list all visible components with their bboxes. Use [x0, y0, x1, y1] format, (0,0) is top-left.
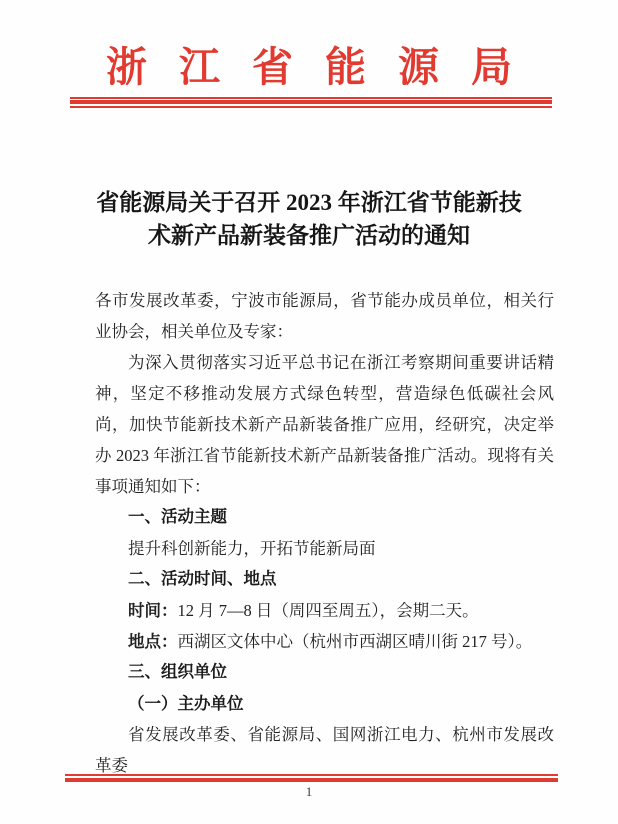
event-place-line: [95, 626, 554, 657]
place-label: 地点：: [128, 631, 178, 651]
section-3-heading: 三、组织单位: [128, 662, 227, 681]
document-body: [95, 285, 554, 781]
time-label: 时间：: [128, 600, 178, 620]
divider-thin-line-bottom: [70, 106, 552, 108]
letterhead: [0, 0, 618, 108]
salutation: 各市发展改革委，宁波市能源局，省节能办成员单位，相关行业协会，相关单位及专家：: [95, 290, 554, 341]
section-1-heading: 一、活动主题: [128, 507, 227, 526]
sub-heading-host-units: （一）主办单位: [128, 693, 244, 713]
organizers-paragraph: 省发展改革委、省能源局、国网浙江电力、杭州市发展改革委: [95, 724, 554, 775]
document-title: [40, 186, 578, 252]
page-number: 1: [305, 784, 313, 799]
letterhead-agency-name: 浙江省能源局: [106, 44, 544, 90]
document-title-line-1: 省能源局关于召开 2023 年浙江省节能新技: [96, 189, 522, 215]
place-value: 西湖区文体中心（杭州市西湖区晴川街 217 号）。: [177, 631, 533, 651]
letterhead-divider: [70, 97, 552, 108]
event-time-line: [95, 595, 554, 626]
document-title-line-2: 术新产品新装备推广活动的通知: [148, 222, 470, 248]
time-value: 12 月 7—8 日（周四至周五），会期二天。: [177, 600, 479, 620]
section-1-text: 提升科创新能力，开拓节能新局面: [128, 538, 376, 558]
footer-divider: [65, 774, 558, 782]
section-2-heading: 二、活动时间、地点: [128, 569, 277, 588]
footer-thick-line: [65, 778, 558, 782]
intro-paragraph: 为深入贯彻落实习近平总书记在浙江考察期间重要讲话精神，坚定不移推动发展方式绿色转型，营造绿色低碳社会风尚，加快节能新技术新产品新装备推广应用，经研究，决定举办 2023 年浙江省节能新技术新产品新装备推广活动。现将有关事项通知如下：: [95, 352, 554, 496]
